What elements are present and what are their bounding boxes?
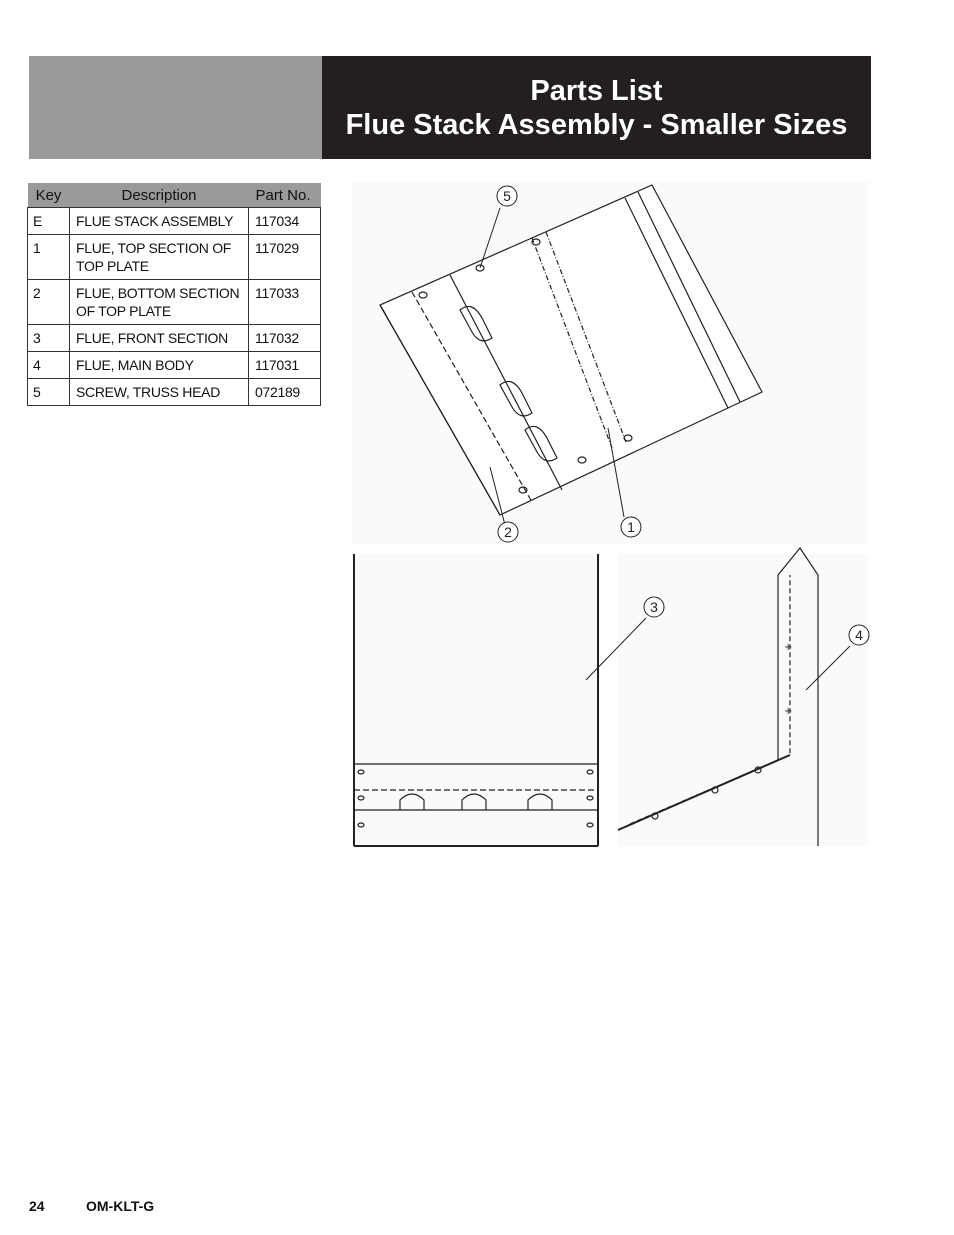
table-header-row xyxy=(28,183,321,208)
cell-part-no: 117033 xyxy=(249,280,321,325)
callout-3-label: 3 xyxy=(650,599,658,615)
document-code: OM-KLT-G xyxy=(86,1198,155,1214)
table-row xyxy=(28,280,321,325)
callout-1-label: 1 xyxy=(627,519,635,535)
cell-description: FLUE, BOTTOM SECTION OF TOP PLATE xyxy=(70,280,249,325)
cell-key: E xyxy=(28,208,70,235)
header-gray-block xyxy=(29,56,322,159)
table-row xyxy=(28,379,321,406)
cell-part-no: 117029 xyxy=(249,235,321,280)
cell-key: 2 xyxy=(28,280,70,325)
cell-part-no: 117031 xyxy=(249,352,321,379)
table-row xyxy=(28,325,321,352)
parts-table xyxy=(27,183,321,406)
callout-3 xyxy=(644,597,664,617)
cell-key: 4 xyxy=(28,352,70,379)
cell-key: 5 xyxy=(28,379,70,406)
cell-part-no: 117032 xyxy=(249,325,321,352)
callout-5 xyxy=(497,186,517,206)
callout-2-label: 2 xyxy=(504,524,512,540)
page-number: 24 xyxy=(29,1198,45,1214)
cell-part-no: 072189 xyxy=(249,379,321,406)
callout-5-label: 5 xyxy=(503,188,511,204)
column-header-description: Description xyxy=(70,183,249,208)
page-title xyxy=(322,56,871,159)
cell-part-no: 117034 xyxy=(249,208,321,235)
callout-4-label: 4 xyxy=(855,627,863,643)
table-row xyxy=(28,352,321,379)
title-line-1: Parts List xyxy=(530,74,663,107)
callout-1 xyxy=(621,517,641,537)
title-line-2: Flue Stack Assembly - Smaller Sizes xyxy=(345,108,848,141)
front-section-bg xyxy=(352,554,600,846)
callout-2 xyxy=(498,522,518,542)
svg-text:+: + xyxy=(784,642,793,653)
column-header-part-no: Part No. xyxy=(249,183,321,208)
cell-key: 1 xyxy=(28,235,70,280)
cell-description: FLUE, TOP SECTION OF TOP PLATE xyxy=(70,235,249,280)
flue-stack-drawing xyxy=(350,180,870,850)
callout-4 xyxy=(849,625,869,645)
cell-description: SCREW, TRUSS HEAD xyxy=(70,379,249,406)
svg-text:+: + xyxy=(784,706,793,717)
cell-description: FLUE, FRONT SECTION xyxy=(70,325,249,352)
table-row xyxy=(28,208,321,235)
column-header-key: Key xyxy=(28,183,70,208)
table-row xyxy=(28,235,321,280)
cell-description: FLUE, MAIN BODY xyxy=(70,352,249,379)
cell-description: FLUE STACK ASSEMBLY xyxy=(70,208,249,235)
cell-key: 3 xyxy=(28,325,70,352)
